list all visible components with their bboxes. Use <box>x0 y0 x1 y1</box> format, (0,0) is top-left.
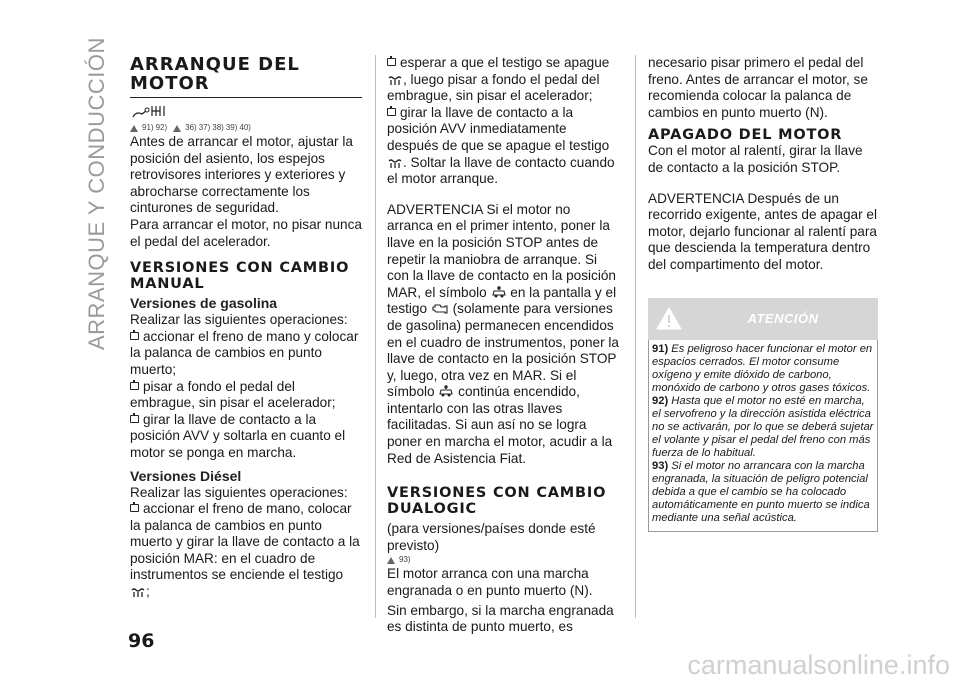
glow-plug-icon <box>387 75 403 86</box>
side-section-title: ARRANQUE Y CONDUCCIÓN <box>84 37 109 350</box>
page-number: 96 <box>128 630 155 652</box>
footer-watermark: carmanualsonline.info <box>687 650 950 680</box>
immobilizer-car-icon <box>491 286 507 299</box>
list-item-continuation: , luego pisar a fondo el pedal del embrague, sin pisar el acelerador; <box>387 71 600 104</box>
ref-38[interactable]: 38) <box>212 123 224 132</box>
ref-40[interactable]: 40) <box>239 123 251 132</box>
list-item: girar la llave de contacto a la posición AVV y soltarla en cuanto el motor se ponga en marcha. <box>130 411 346 460</box>
paragraph: (para versiones/países donde esté previsto) <box>387 521 596 553</box>
list-item: accionar el freno de mano y colocar la palanca de cambios en punto muerto; <box>130 328 359 377</box>
advertencia-paragraph: ADVERTENCIA Si el motor no arranca en el primer intento, poner la llave en la posición STOP antes de repetir la maniobra de arranque. Si con la llave de contacto en la posición MAR, el símbolo en la pantalla y el testigo (solamente para versiones de gasolina) permanecen encendidos en el cuadro de instrumentos, poner la llave de contacto en la posición STOP y, luego, otra vez en MAR. Si el símbolo continúa encendido, intentarlo con las otras llaves facilitadas. Si aun así no se logra poner en marcha el motor, acudir a la Red de Asistencia Fiat. <box>387 201 619 466</box>
subheading-diesel: Versiones Diésel <box>130 467 242 484</box>
column-1 <box>130 55 362 601</box>
list-item: accionar el freno de mano, colocar la palanca de cambios en punto muerto y girar la llave de contacto a la posición MAR: en el cuadro de instrumentos se enciende el testigo ; <box>130 501 360 600</box>
paragraph: Sin embargo, si la marcha engranada es distinta de punto muerto, es <box>387 602 614 635</box>
column-divider <box>375 55 376 618</box>
column-divider <box>635 55 636 618</box>
warning-item: 93) Si el motor no arrancara con la marcha engranada, la situación de peligro potencial debida a que el cambio se ha colocado automáticamente en punto muerto se indica mediante una señal acústica. <box>652 459 870 524</box>
paragraph: Realizar las siguientes operaciones: <box>130 312 348 328</box>
warning-item: 91) Es peligroso hacer funcionar el motor en espacios cerrados. El motor consume oxígeno y emite dióxido de carbono, monóxido de carbono y otros gases tóxicos. <box>652 342 873 394</box>
advertencia-paragraph: ADVERTENCIA Después de un recorrido exigente, antes de apagar el motor, dejarlo funcionar al ralentí para que descienda la temperatura dentro del compartimento del motor. <box>648 190 877 272</box>
list-item: girar la llave de contacto a la posición AVV inmediatamente después de que se apague el testigo . Soltar la llave de contacto cuando el motor arranque. <box>387 104 615 187</box>
ref-93[interactable]: 93) <box>399 555 411 565</box>
paragraph: Con el motor al ralentí, girar la llave de contacto a la posición STOP. <box>648 143 863 175</box>
bullet-icon <box>130 504 139 512</box>
warning-triangle-icon <box>387 557 395 564</box>
immobilizer-car-icon <box>438 385 454 398</box>
warning-item: 92) Hasta que el motor no esté en marcha, el servofreno y la dirección asistida eléctrica no se activarán, por lo que se deberá sujetar el volante y pisar el pedal del freno con más fuerza de lo habitual. <box>652 394 874 459</box>
atencion-title: ATENCIÓN <box>747 310 819 326</box>
references-row <box>130 122 362 134</box>
ref-37[interactable]: 37) <box>198 123 211 132</box>
ref-91[interactable]: 91) <box>142 123 154 132</box>
bullet-icon <box>387 108 396 116</box>
ref-36[interactable]: 36) <box>185 123 197 132</box>
ref-39[interactable]: 39) <box>225 123 238 132</box>
bullet-icon <box>130 382 139 390</box>
paragraph: Antes de arrancar el motor, ajustar la posición del asiento, los espejos retrovisores interiores y exteriores y abrocharse correctamente los cinturones de seguridad. <box>130 134 353 216</box>
column-3 <box>648 55 880 532</box>
subheading-gasolina: Versiones de gasolina <box>130 295 278 312</box>
warning-triangle-icon <box>130 125 138 132</box>
bullet-icon <box>130 332 139 340</box>
title-arranque-motor: ARRANQUE DEL MOTOR <box>130 54 300 94</box>
column-2 <box>387 55 619 636</box>
bullet-icon <box>387 58 396 66</box>
atencion-header <box>648 298 878 340</box>
paragraph: Realizar las siguientes operaciones: <box>130 484 348 500</box>
atencion-body <box>648 340 878 532</box>
engine-warning-icon <box>431 302 449 315</box>
heading-apagado-motor: APAGADO DEL MOTOR <box>648 127 843 144</box>
warning-triangle-icon <box>173 125 181 132</box>
heading-versiones-dualogic: VERSIONES CON CAMBIO DUALOGIC <box>387 485 607 518</box>
title-rule <box>130 97 362 98</box>
paragraph: necesario pisar primero el pedal del freno. Antes de arrancar el motor, se recomienda colocar la palanca de cambios en punto muerto (N). <box>648 55 868 120</box>
list-item: esperar a que el testigo se apague <box>387 55 619 72</box>
gear-icon-row <box>130 102 362 122</box>
paragraph: Para arrancar el motor, no pisar nunca el pedal del acelerador. <box>130 216 362 249</box>
manual-gear-icon <box>130 102 170 120</box>
list-item: pisar a fondo el pedal del embrague, sin pisar el acelerador; <box>130 378 336 411</box>
ref-92[interactable]: 92) <box>155 123 168 132</box>
paragraph: El motor arranca con una marcha engranada o en punto muerto (N). <box>387 566 593 599</box>
references-row <box>387 554 619 566</box>
bullet-icon <box>130 415 139 423</box>
heading-versiones-manual: VERSIONES CON CAMBIO MANUAL <box>130 260 350 293</box>
glow-plug-icon <box>130 587 146 598</box>
glow-plug-icon <box>387 158 403 169</box>
atencion-box <box>648 298 878 532</box>
